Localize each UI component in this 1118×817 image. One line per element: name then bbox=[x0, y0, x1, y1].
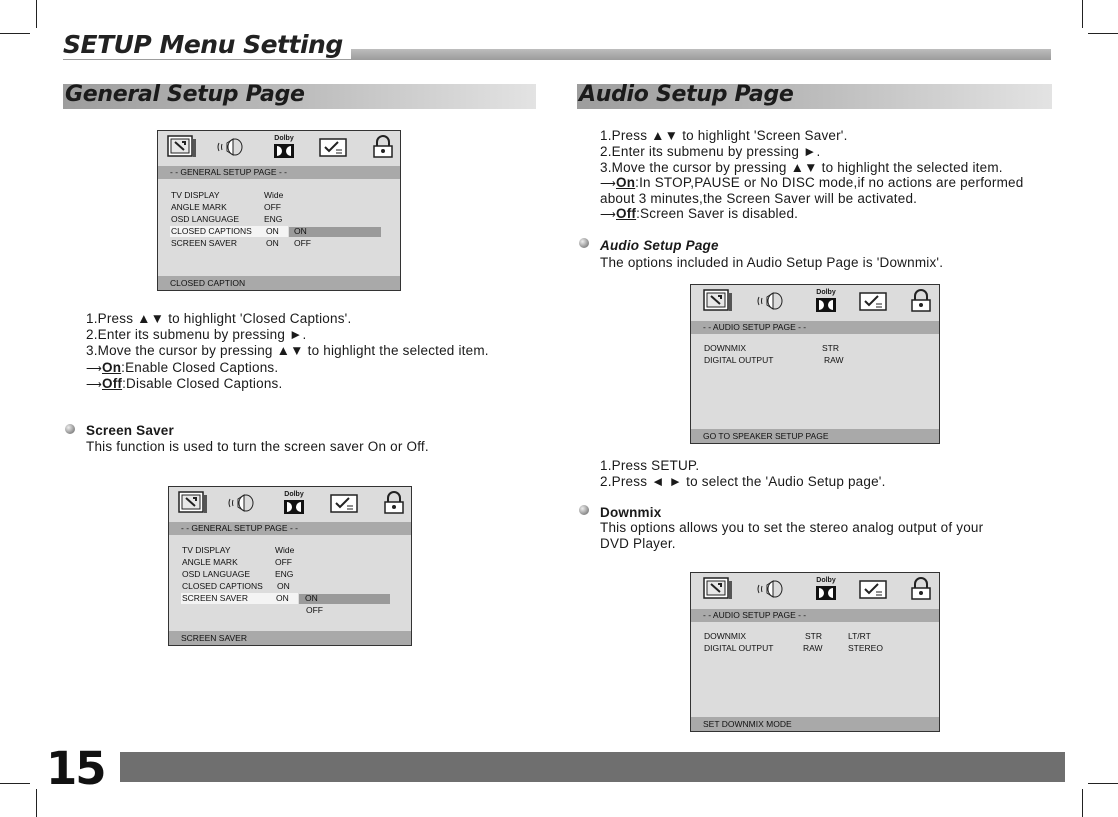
preference-icon bbox=[329, 491, 359, 515]
right-step-2: 2.Enter its submenu by pressing ►. bbox=[600, 144, 821, 159]
osd-row-value: RAW bbox=[803, 643, 823, 653]
osd-header: - - AUDIO SETUP PAGE - - bbox=[691, 609, 939, 622]
osd-row-value: OFF bbox=[264, 202, 281, 212]
dolby-icon bbox=[280, 491, 308, 517]
downmix-desc-2: DVD Player. bbox=[600, 536, 676, 551]
option-on-key: On bbox=[102, 360, 122, 375]
setup-icon bbox=[703, 577, 733, 601]
osd-option: ON bbox=[294, 226, 307, 236]
osd-row-label: TV DISPLAY bbox=[182, 545, 231, 555]
preference-icon bbox=[318, 135, 348, 159]
osd-row-label: OSD LANGUAGE bbox=[182, 569, 251, 579]
osd-row-label: CLOSED CAPTIONS bbox=[182, 581, 263, 591]
osd-row-label: DOWNMIX bbox=[704, 343, 747, 353]
osd-row-label: CLOSED CAPTIONS bbox=[171, 226, 252, 236]
osd-row-value: OFF bbox=[275, 557, 292, 567]
dolby-label: Dolby bbox=[274, 135, 294, 142]
option-off bbox=[86, 376, 282, 393]
audio-setup-desc: The options included in Audio Setup Page is 'Downmix'. bbox=[600, 255, 944, 270]
osd-row-label: DOWNMIX bbox=[704, 631, 747, 641]
bullet-icon bbox=[579, 238, 589, 248]
osd-option: STEREO bbox=[848, 643, 883, 653]
right-option-off bbox=[600, 206, 798, 223]
step-1: 1.Press ▲▼ to highlight 'Closed Captions'. bbox=[86, 311, 352, 326]
speaker-icon bbox=[226, 491, 256, 515]
osd-icon-bar bbox=[169, 487, 411, 521]
screen-saver-title: Screen Saver bbox=[86, 423, 174, 438]
downmix-desc-1: This options allows you to set the stereo analog output of your bbox=[600, 520, 984, 535]
option-off-key: Off bbox=[102, 376, 123, 391]
right-option-off-key: Off bbox=[616, 206, 637, 221]
right-step2-2: 2.Press ◄ ► to select the 'Audio Setup page'. bbox=[600, 474, 886, 489]
setup-icon bbox=[167, 135, 197, 159]
crop-mark bbox=[1088, 33, 1118, 34]
audio-setup-heading bbox=[577, 84, 1052, 109]
crop-mark bbox=[1082, 0, 1083, 28]
crop-mark bbox=[1082, 789, 1083, 817]
crop-mark bbox=[1088, 783, 1118, 784]
osd-option: ON bbox=[305, 593, 318, 603]
bullet-icon bbox=[579, 505, 589, 515]
preference-icon bbox=[858, 289, 888, 313]
right-option-on-cont: about 3 minutes,the Screen Saver will be activated. bbox=[600, 191, 918, 206]
dolby-label: Dolby bbox=[816, 289, 836, 296]
lock-icon bbox=[906, 289, 936, 313]
audio-setup-osd-downmix bbox=[690, 572, 940, 732]
osd-row-label: SCREEN SAVER bbox=[171, 238, 237, 248]
crop-mark bbox=[0, 783, 30, 784]
osd-row-value: ON bbox=[277, 581, 290, 591]
option-on bbox=[86, 360, 278, 377]
speaker-icon bbox=[755, 289, 785, 313]
osd-icon-bar bbox=[158, 131, 400, 165]
setup-icon bbox=[178, 491, 208, 515]
audio-setup-heading-text: Audio Setup Page bbox=[579, 82, 794, 107]
crop-mark bbox=[36, 0, 37, 28]
osd-row-label: OSD LANGUAGE bbox=[171, 214, 240, 224]
crop-mark bbox=[0, 33, 30, 34]
osd-row-label: DIGITAL OUTPUT bbox=[704, 643, 774, 653]
osd-icon-bar bbox=[691, 573, 939, 607]
dolby-icon bbox=[812, 289, 840, 315]
right-step-3: 3.Move the cursor by pressing ▲▼ to highlight the selected item. bbox=[600, 160, 1003, 175]
option-off-text: :Disable Closed Captions. bbox=[122, 376, 283, 391]
lock-icon bbox=[379, 491, 409, 515]
osd-row-label: TV DISPLAY bbox=[171, 190, 220, 200]
osd-option: LT/RT bbox=[848, 631, 871, 641]
right-arrow-icon: ⟶ bbox=[86, 363, 102, 375]
osd-row-value: RAW bbox=[824, 355, 844, 365]
osd-row-label: SCREEN SAVER bbox=[182, 593, 248, 603]
right-option-on bbox=[600, 175, 1023, 192]
osd-option: OFF bbox=[294, 238, 311, 248]
audio-setup-osd bbox=[690, 284, 940, 444]
osd-row-value: Wide bbox=[264, 190, 284, 200]
dolby-icon bbox=[812, 577, 840, 603]
osd-row-label: DIGITAL OUTPUT bbox=[704, 355, 774, 365]
step-2: 2.Enter its submenu by pressing ►. bbox=[86, 327, 307, 342]
osd-row-value: STR bbox=[805, 631, 822, 641]
screen-saver-desc: This function is used to turn the screen saver On or Off. bbox=[86, 439, 429, 454]
bullet-icon bbox=[65, 424, 75, 434]
osd-header: - - GENERAL SETUP PAGE - - bbox=[169, 522, 411, 535]
general-setup-heading bbox=[63, 84, 536, 109]
page-number: 15 bbox=[46, 742, 105, 795]
osd-row-value: ENG bbox=[275, 569, 294, 579]
osd-header: - - AUDIO SETUP PAGE - - bbox=[691, 321, 939, 334]
osd-row-label: ANGLE MARK bbox=[171, 202, 227, 212]
osd-icon-bar bbox=[691, 285, 939, 319]
setup-icon bbox=[703, 289, 733, 313]
step-3: 3.Move the cursor by pressing ▲▼ to highlight the selected item. bbox=[86, 343, 489, 358]
footer-bar bbox=[120, 752, 1065, 782]
osd-footer: SCREEN SAVER bbox=[169, 631, 411, 645]
preference-icon bbox=[858, 577, 888, 601]
audio-setup-subtitle: Audio Setup Page bbox=[600, 238, 719, 253]
osd-row-value: ENG bbox=[264, 214, 283, 224]
right-arrow-icon: ⟶ bbox=[600, 178, 616, 190]
osd-row-value: STR bbox=[822, 343, 839, 353]
dolby-label: Dolby bbox=[284, 491, 304, 498]
speaker-icon bbox=[215, 135, 245, 159]
osd-row-value: ON bbox=[276, 593, 289, 603]
dolby-label: Dolby bbox=[816, 577, 836, 584]
osd-row-value: ON bbox=[266, 226, 279, 236]
general-setup-osd-closed-captions bbox=[157, 130, 401, 291]
lock-icon bbox=[906, 577, 936, 601]
page-title: SETUP Menu Setting bbox=[63, 30, 351, 59]
osd-row-label: ANGLE MARK bbox=[182, 557, 238, 567]
general-setup-osd-screen-saver bbox=[168, 486, 412, 646]
crop-mark bbox=[36, 789, 37, 817]
osd-option: OFF bbox=[306, 605, 323, 615]
general-setup-heading-text: General Setup Page bbox=[65, 82, 305, 107]
osd-footer: CLOSED CAPTION bbox=[158, 276, 400, 290]
osd-row-value: ON bbox=[266, 238, 279, 248]
osd-row-value: Wide bbox=[275, 545, 295, 555]
dolby-icon bbox=[270, 135, 298, 161]
option-on-text: :Enable Closed Captions. bbox=[121, 360, 279, 375]
right-arrow-icon: ⟶ bbox=[86, 379, 102, 391]
right-option-off-text: :Screen Saver is disabled. bbox=[636, 206, 799, 221]
downmix-title: Downmix bbox=[600, 505, 662, 520]
right-arrow-icon: ⟶ bbox=[600, 209, 616, 221]
speaker-icon bbox=[755, 577, 785, 601]
right-option-on-text: :In STOP,PAUSE or No DISC mode,if no actions are performed bbox=[635, 175, 1024, 190]
right-step-1: 1.Press ▲▼ to highlight 'Screen Saver'. bbox=[600, 128, 848, 143]
right-step2-1: 1.Press SETUP. bbox=[600, 458, 700, 473]
right-option-on-key: On bbox=[616, 175, 636, 190]
osd-footer: GO TO SPEAKER SETUP PAGE bbox=[691, 429, 939, 443]
osd-footer: SET DOWNMIX MODE bbox=[691, 717, 939, 731]
osd-header: - - GENERAL SETUP PAGE - - bbox=[158, 166, 400, 179]
lock-icon bbox=[368, 135, 398, 159]
